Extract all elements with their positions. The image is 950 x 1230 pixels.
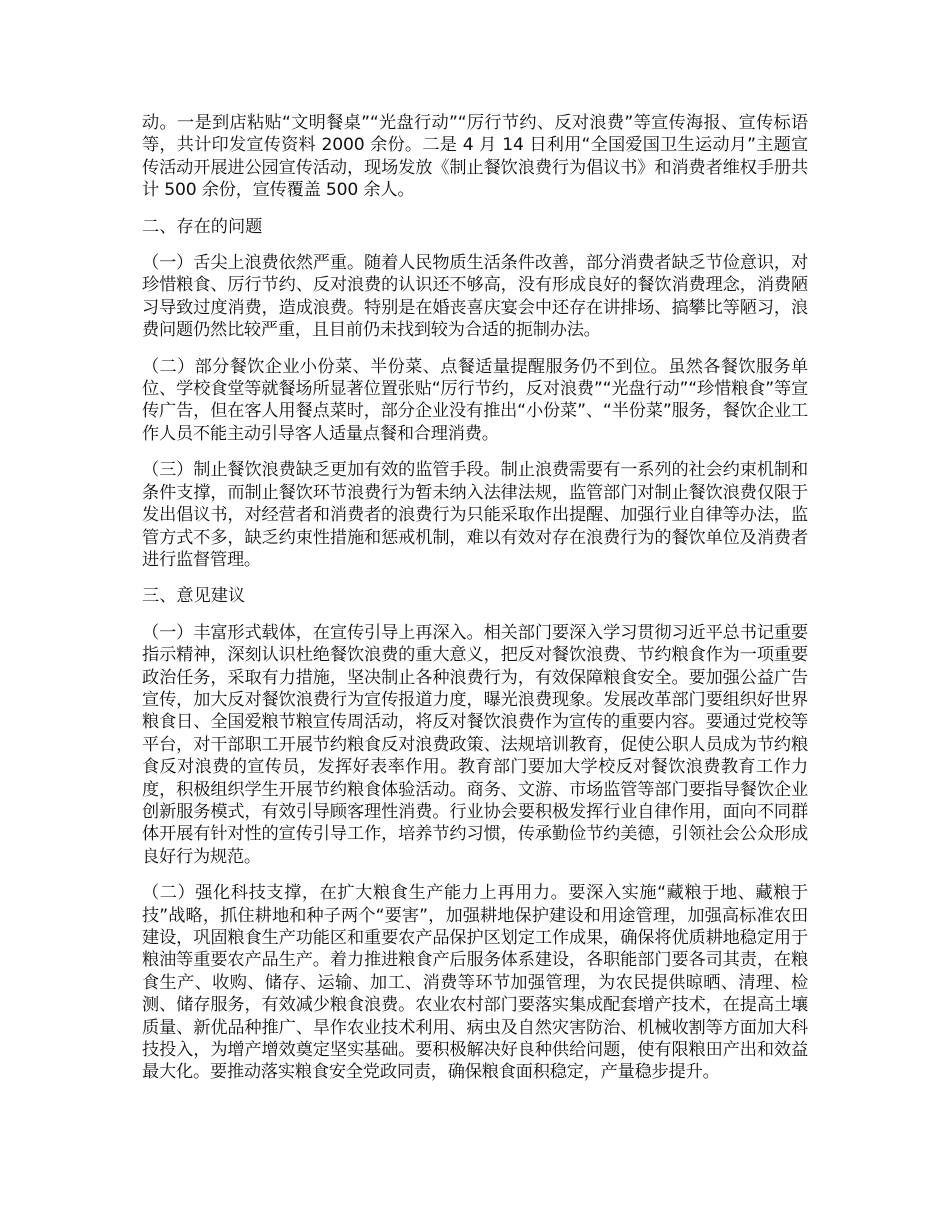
paragraph-intro-continued: 动。一是到店粘贴“文明餐桌”“光盘行动”“厉行节约、反对浪费”等宣传海报、宣传标语等，共计印发宣传资料 2000 余份。二是 4 月 14 日利用“全国爱国卫生运动月”主题宣传活动开展进公园宣传活动，现场发放《制止餐饮浪费行为倡议书》和消费者维权手册共计 500 余份，宣传覆盖 500 余人。 <box>142 113 808 201</box>
section-heading-problems: 二、存在的问题 <box>142 216 263 237</box>
paragraph-problem-2: （二）部分餐饮企业小份菜、半份菜、点餐适量提醒服务仍不到位。虽然各餐饮服务单位、学校食堂等就餐场所显著位置张贴“厉行节约，反对浪费”“光盘行动”“珍惜粮食”等宣传广告，但在客人用餐点菜时，部分企业没有推出“小份菜”、“半份菜”服务，餐饮企业工作人员不能主动引导客人适量点餐和合理消费。 <box>142 356 808 444</box>
section-heading-suggestions: 三、意见建议 <box>142 586 246 607</box>
paragraph-problem-1: （一）舌尖上浪费依然严重。随着人民物质生活条件改善，部分消费者缺乏节俭意识，对珍惜粮食、厉行节约、反对浪费的认识还不够高，没有形成良好的餐饮消费理念，消费陋习导致过度消费，造成浪费。特别是在婚丧喜庆宴会中还存在讲排场、搞攀比等陋习，浪费问题仍然比较严重，且目前仍未找到较为合适的扼制办法。 <box>142 253 808 341</box>
paragraph-suggestion-2: （二）强化科技支撑，在扩大粮食生产能力上再用力。要深入实施“藏粮于地、藏粮于技”战略，抓住耕地和种子两个“要害”，加强耕地保护建设和用途管理，加强高标准农田建设，巩固粮食生产功能区和重要农产品保护区划定工作成果，确保将优质耕地稳定用于粮油等重要农产品生产。着力推进粮食产后服务体系建设，各职能部门要各司其责，在粮食生产、收购、储存、运输、加工、消费等环节加强管理，为农民提供晾晒、清理、检测、储存服务，有效减少粮食浪费。农业农村部门要落实集成配套增产技术，在提高土壤质量、新优品种推广、旱作农业技术利用、病虫及自然灾害防治、机械收割等方面加大科技投入，为增产增效奠定坚实基础。要积极解决好良种供给问题，使有限粮田产出和效益最大化。要推动落实粮食安全党政同责，确保粮食面积稳定，产量稳步提升。 <box>142 883 808 1083</box>
paragraph-problem-3: （三）制止餐饮浪费缺乏更加有效的监管手段。制止浪费需要有一系列的社会约束机制和条件支撑，而制止餐饮环节浪费行为暂未纳入法律法规，监管部门对制止餐饮浪费仅限于发出倡议书，对经营者和消费者的浪费行为只能采取作出提醒、加强行业自律等办法，监管方式不多，缺乏约束性措施和惩戒机制，难以有效对存在浪费行为的餐饮单位及消费者进行监督管理。 <box>142 460 808 570</box>
paragraph-suggestion-1: （一）丰富形式载体，在宣传引导上再深入。相关部门要深入学习贯彻习近平总书记重要指示精神，深刻认识杜绝餐饮浪费的重大意义，把反对餐饮浪费、节约粮食作为一项重要政治任务，采取有力措施，坚决制止各种浪费行为，有效保障粮食安全。要加强公益广告宣传，加大反对餐饮浪费行为宣传报道力度，曝光浪费现象。发展改革部门要组织好世界粮食日、全国爱粮节粮宣传周活动，将反对餐饮浪费作为宣传的重要内容。要通过党校等平台，对干部职工开展节约粮食反对浪费政策、法规培训教育，促使公职人员成为节约粮食反对浪费的宣传员，发挥好表率作用。教育部门要加大学校反对餐饮浪费教育工作力度，积极组织学生开展节约粮食体验活动。商务、文游、市场监管等部门要指导餐饮企业创新服务模式，有效引导顾客理性消费。行业协会要积极发挥行业自律作用，面向不同群体开展有针对性的宣传引导工作，培养节约习惯，传承勤俭节约美德，引领社会公众形成良好行为规范。 <box>142 622 808 867</box>
